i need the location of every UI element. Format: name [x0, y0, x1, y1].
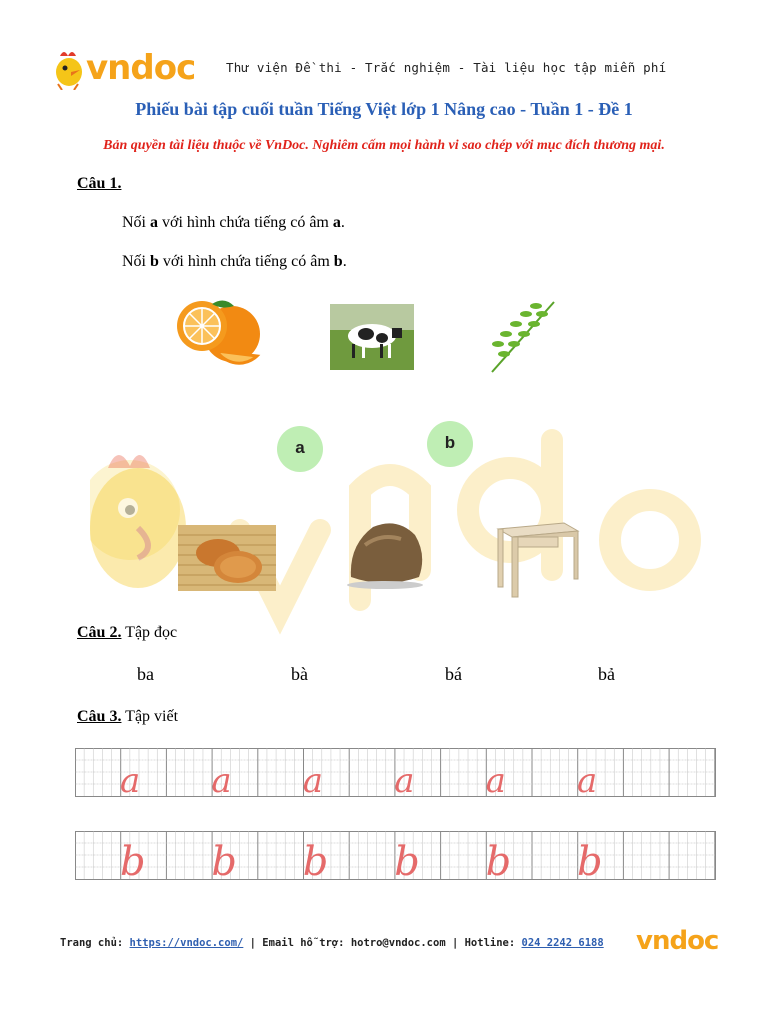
- cursive-letter: a: [211, 761, 232, 797]
- cursive-letter: b: [211, 839, 238, 880]
- cursive-letter: b: [394, 839, 420, 880]
- logo-text: vndoc: [86, 48, 196, 88]
- footer-logo[interactable]: vndoc: [636, 926, 719, 956]
- leaf-branch-image[interactable]: [484, 296, 560, 376]
- rock-image[interactable]: [345, 515, 427, 593]
- worksheet-title: Phiếu bài tập cuối tuần Tiếng Việt lớp 1 Nâng cao - Tuần 1 - Đề 1: [135, 99, 633, 119]
- writing-grid-b[interactable]: [75, 831, 716, 880]
- instr-letter: b: [150, 253, 159, 270]
- cursive-letter: a: [120, 761, 141, 797]
- question-2-heading: [77, 624, 177, 642]
- reading-word: ba: [137, 664, 154, 684]
- reading-word: bả: [598, 664, 615, 684]
- cursive-letter: a: [394, 761, 415, 797]
- question-3-label: Câu 3.: [77, 708, 122, 725]
- reading-word: bá: [445, 664, 462, 684]
- reading-word: bà: [291, 664, 308, 684]
- question-1-instruction-b: Nối b với hình chứa tiếng có âm b.: [122, 253, 347, 270]
- desk-image[interactable]: [494, 519, 582, 599]
- question-2-title: Tập đọc: [121, 624, 178, 641]
- question-3-heading: [77, 708, 178, 726]
- cursive-letter: b: [302, 839, 329, 880]
- footer-home-label: Trang chủ:: [60, 937, 130, 949]
- footer-hotline[interactable]: 024 2242 6188: [521, 937, 604, 949]
- chick-mascot-icon: [52, 46, 86, 90]
- instr-letter: b: [333, 253, 343, 270]
- instr-text: Nối: [122, 214, 150, 231]
- cursive-letter: b: [120, 839, 146, 880]
- question-2-label: Câu 2.: [77, 624, 122, 641]
- instr-text: Nối: [122, 253, 150, 270]
- header-tagline: Thư viện Đề thi - Trắc nghiệm - Tài liệu học tập miễn phí: [226, 60, 667, 75]
- cursive-letter: a: [302, 761, 324, 797]
- circle-a[interactable]: a: [277, 426, 323, 472]
- instr-letter: a: [150, 214, 158, 231]
- cow-image[interactable]: [330, 304, 414, 370]
- footer: [60, 937, 604, 949]
- biscuit-image[interactable]: [178, 525, 276, 591]
- question-1-heading: [77, 175, 121, 193]
- cursive-letter: a: [485, 761, 506, 797]
- copyright-notice: Bản quyền tài liệu thuộc về VnDoc. Nghiêm cấm mọi hành vi sao chép với mục đích thương mại.: [103, 138, 665, 153]
- cursive-letter: b: [577, 839, 603, 880]
- instr-text: với hình chứa tiếng có âm: [158, 214, 333, 231]
- orange-image[interactable]: [172, 296, 264, 374]
- vndoc-logo[interactable]: [52, 46, 202, 90]
- question-1-instruction-a: Nối a với hình chứa tiếng có âm a.: [122, 214, 345, 231]
- circle-b[interactable]: b: [427, 421, 473, 467]
- footer-hotline-label: | Hotline:: [445, 937, 522, 949]
- instr-text: với hình chứa tiếng có âm: [158, 253, 334, 270]
- question-3-title: Tập viết: [121, 708, 179, 725]
- cursive-letter: a: [577, 761, 598, 797]
- footer-email-label: | Email hỗ trợ:: [243, 937, 351, 949]
- instr-letter: a: [332, 214, 341, 231]
- footer-home-link[interactable]: https://vndoc.com/: [129, 937, 244, 949]
- cursive-letter: b: [485, 839, 512, 880]
- footer-email[interactable]: hotro@vndoc.com: [350, 937, 446, 949]
- writing-grid-a[interactable]: [75, 748, 716, 797]
- question-1-label: Câu 1.: [77, 175, 122, 192]
